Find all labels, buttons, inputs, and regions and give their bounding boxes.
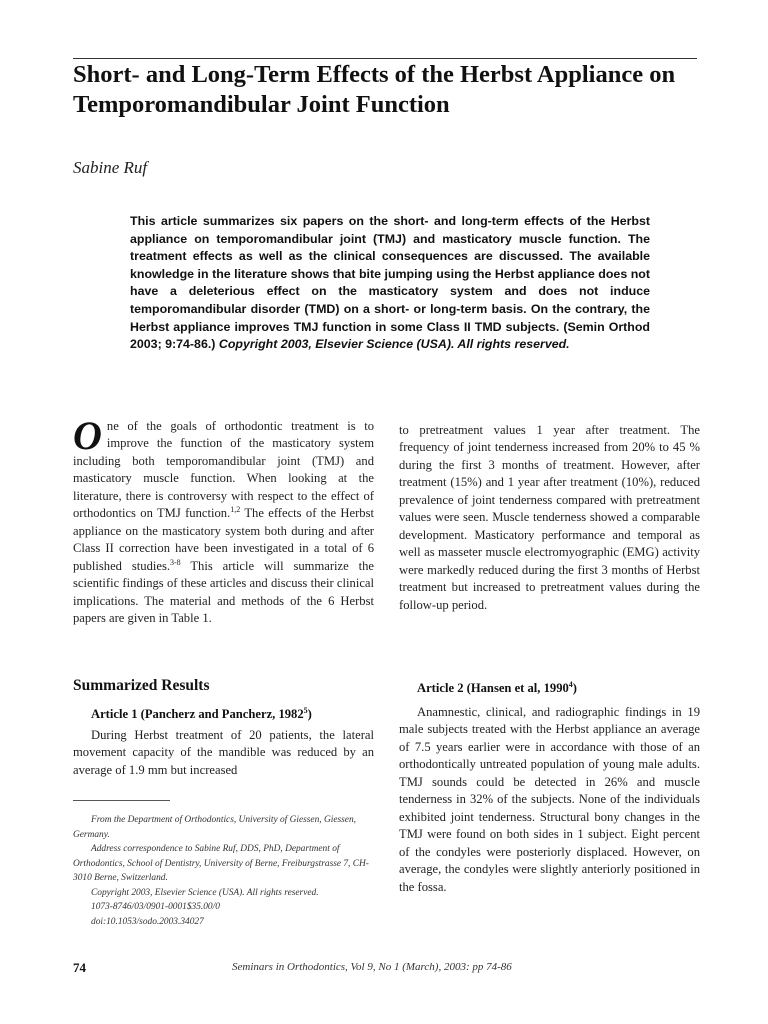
continuation-block: [399, 422, 700, 614]
abstract: [130, 213, 650, 354]
article1-heading: Article 1 (Pancherz and Pancherz, 1982$^5$): [91, 705, 312, 721]
article-title: Short- and Long-Term Effects of the Herbst Appliance on Temporomandibular Joint Function: [73, 61, 676, 118]
citation-ref: 4: [568, 679, 573, 689]
section-heading: Summarized Results: [73, 677, 210, 694]
footnote: [73, 813, 374, 929]
footnote-copyright: Copyright 2003, Elsevier Science (USA). All rights reserved.: [91, 887, 319, 898]
author-name: Sabine Ruf: [73, 158, 148, 177]
article2-paragraph: Anamnestic, clinical, and radiographic findings in 19 male subjects treated with the Herbst appliance an average of 7.5 years earlier were in accordance with those of an orthodontically untreated population of young male adults. TMJ sounds could be detected in 26% and muscle tenderness in 32% of the subjects. None of the individuals exhibited joint tenderness. Structural bony changes in the TMJ were found on both sides in 1 subject. Eight percent of the condyles were posteriorly displaced. However, on average, the condyles were slightly anteriorly positioned in the fossa.: [399, 705, 700, 894]
abstract-copyright: Copyright 2003, Elsevier Science (USA). All rights reserved.: [218, 337, 570, 352]
article2-block: [399, 704, 700, 896]
continuation-paragraph: to pretreatment values 1 year after treatment. The frequency of joint tenderness increased from 20% to 45 % during the first 3 months of treatment. However, after treatment (15%) and 1 year after treatment (10%), reduced prevalence of joint tenderness compared with pretreatment values were seen. Muscle tenderness showed a comparable development. Masticatory performance and temporal as well as masseter muscle electromyographic (EMG) activity were markedly reduced during the first 3 months of Herbst treatment but increased to pretreatment values during the follow-up period.: [399, 423, 700, 612]
footnote-rule: [73, 800, 170, 801]
footnote-doi: doi:10.1053/sodo.2003.34027: [91, 916, 204, 927]
footnote-issn: 1073-8746/03/0901-0001$35.00/0: [91, 902, 220, 912]
article1-block: [73, 727, 374, 779]
running-footer: Seminars in Orthodontics, Vol 9, No 1 (March), 2003: pp 74-86: [232, 961, 512, 973]
top-rule: [73, 58, 697, 59]
drop-cap: O: [73, 413, 102, 458]
citation-ref: 5: [303, 705, 308, 715]
citation-ref: 3-8: [170, 557, 181, 567]
article2-heading: Article 2 (Hansen et al, 1990$^4$): [417, 679, 577, 695]
footnote-department: From the Department of Orthodontics, University of Giessen, Giessen, Germany.: [73, 815, 356, 840]
page-number: 74: [73, 960, 86, 975]
abstract-text: This article summarizes six papers on the short- and long-term effects of the Herbst appliance on temporomandibular joint (TMJ) and masticatory muscle function. The treatment effects as well as the clinical consequences are discussed. The available knowledge in the literature shows that bite jumping using the Herbst appliance does not have a deleterious effect on the masticatory system and does not induce temporomandibular disorder (TMD) on a short- or long-term basis. On the contrary, the Herbst appliance improves TMJ function in some Class II TMD subjects. (Semin Orthod 2003; 9:74-86.): [130, 214, 650, 352]
article1-paragraph: During Herbst treatment of 20 patients, the lateral movement capacity of the mandible was reduced by an average of 1.9 mm but increased: [73, 728, 374, 777]
footnote-correspondence: Address correspondence to Sabine Ruf, DDS, PhD, Department of Orthodontics, School of Dentistry, University of Berne, Freiburgstrasse 7, CH-3010 Berne, Switzerland.: [73, 844, 369, 883]
intro-paragraph: One of the goals of orthodontic treatment is to improve the function of the masticatory system including both temporomandibular joint (TMJ) and masticatory muscle function. When looking at the literature, there is controversy with respect to the effect of orthodontics on TMJ function.$^{1,2}$ The effects of the Herbst appliance on the masticatory system both during and after Class II correction have been investigated in a total of 6 published studies.$^{3-8}$ This article will summarize the scientific findings of these articles and discuss their clinical implications. The material and methods of the 6 Herbst papers are given in Table 1.: [73, 413, 375, 625]
intro-block: [73, 413, 375, 627]
citation-ref: 1,2: [230, 505, 241, 515]
